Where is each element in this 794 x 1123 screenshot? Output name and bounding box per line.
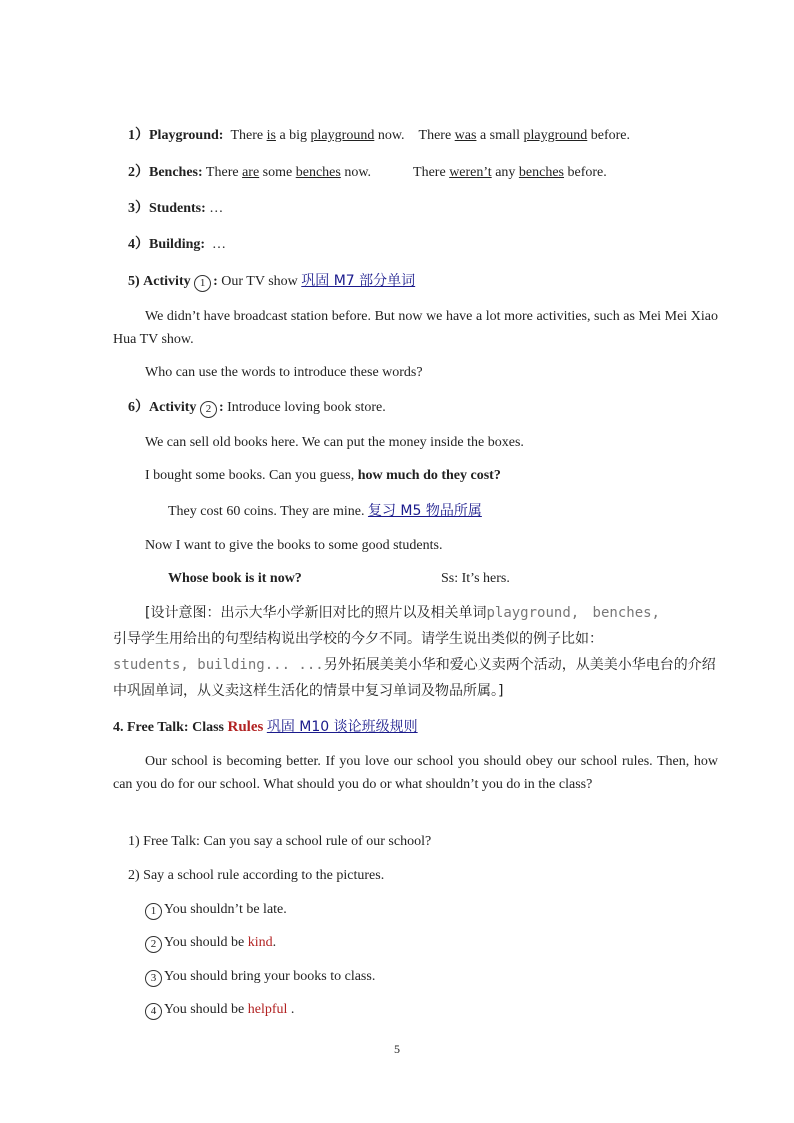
item-benches bbox=[128, 164, 607, 182]
item-activity-2 bbox=[128, 399, 386, 418]
highlight-word: helpful bbox=[247, 1002, 288, 1017]
underlined-word: was bbox=[454, 128, 477, 143]
underlined-word: benches bbox=[518, 165, 564, 180]
text: There bbox=[230, 128, 264, 143]
text: some bbox=[262, 165, 293, 180]
text: Our TV show bbox=[221, 274, 298, 289]
item-label: Benches: bbox=[149, 165, 203, 180]
item-label: Activity bbox=[149, 400, 197, 415]
text: [设计意图：出示大华小学新旧对比的照片以及相关单词 bbox=[145, 605, 487, 621]
text: You should be bbox=[164, 1002, 245, 1017]
item-label: Students: bbox=[149, 201, 206, 216]
underlined-word: weren’t bbox=[449, 165, 492, 180]
text: playground, bbox=[486, 605, 580, 621]
text: Introduce loving book store. bbox=[227, 400, 386, 415]
bold-question: Whose book is it now? bbox=[168, 571, 302, 586]
text: There bbox=[418, 128, 452, 143]
text: You should bring your books to class. bbox=[164, 969, 376, 984]
item-number: 2） bbox=[128, 165, 149, 180]
paragraph: Our school is becoming better. If you love our school you should obey our school rules. Then, how can you do for our school. What should you do or what shouldn’t you do in the class? bbox=[113, 754, 718, 792]
text: before. bbox=[567, 165, 607, 180]
underlined-word: are bbox=[242, 165, 260, 180]
text: before. bbox=[590, 128, 631, 143]
heading-text: 4. Free Talk: Class bbox=[113, 720, 224, 735]
paragraph: We didn’t have broadcast station before. But now we have a lot more activities, such as Mei Mei Xiao Hua TV show. bbox=[113, 309, 718, 347]
heading-highlight: Rules bbox=[227, 719, 264, 735]
paragraph: We can sell old books here. We can put the money inside the boxes. bbox=[145, 435, 524, 450]
text: any bbox=[495, 165, 516, 180]
text: now. bbox=[344, 165, 372, 180]
text: a big bbox=[279, 128, 308, 143]
text: 引导学生用给出的句型结构说出学校的今夕不同。请学生说出类似的例子比如： bbox=[113, 631, 603, 647]
text: You should be bbox=[164, 935, 245, 950]
item-number: 5) bbox=[128, 274, 140, 289]
text: They cost 60 coins. They are mine. bbox=[168, 504, 365, 519]
item-label: Activity bbox=[143, 274, 191, 289]
underlined-word: playground bbox=[310, 128, 375, 143]
rule-item bbox=[145, 901, 287, 920]
text: a small bbox=[479, 128, 520, 143]
circled-number: 2 bbox=[200, 401, 217, 418]
item-number: 1） bbox=[128, 128, 149, 143]
question: 1) Free Talk: Can you say a school rule of our school? bbox=[128, 834, 432, 849]
text: now. bbox=[377, 128, 405, 143]
text: 另外拓展美美小华和爱心义卖两个活动，从美美小华电台的介绍中巩固单词，从义卖这样生活化的情景中复习单词及物品所属。] bbox=[113, 657, 716, 699]
design-intent bbox=[113, 600, 720, 704]
text: … bbox=[212, 237, 227, 252]
rule-item bbox=[145, 1001, 294, 1020]
underlined-word: benches bbox=[295, 165, 341, 180]
paragraph bbox=[168, 502, 482, 521]
circled-number: 1 bbox=[194, 275, 211, 292]
underlined-word: is bbox=[266, 128, 276, 143]
circled-number: 2 bbox=[145, 936, 162, 953]
item-label: Playground: bbox=[149, 128, 224, 143]
text: . bbox=[272, 935, 277, 950]
rule-item bbox=[145, 968, 375, 987]
item-students bbox=[128, 200, 223, 218]
text: . bbox=[290, 1002, 295, 1017]
circled-number: 1 bbox=[145, 903, 162, 920]
item-number: 6） bbox=[128, 400, 149, 415]
text: You shouldn’t be late. bbox=[164, 902, 287, 917]
paragraph: Now I want to give the books to some good students. bbox=[145, 538, 443, 553]
text: There bbox=[413, 165, 446, 180]
question: 2) Say a school rule according to the pictures. bbox=[128, 868, 385, 883]
review-link[interactable]: 巩固 M7 部分单词 bbox=[301, 273, 416, 289]
item-activity-1 bbox=[128, 272, 415, 292]
text: I bought some books. Can you guess, bbox=[145, 468, 355, 483]
page-number: 5 bbox=[394, 1042, 400, 1056]
circled-number: 3 bbox=[145, 970, 162, 987]
dialogue-answer: Ss: It’s hers. bbox=[441, 571, 510, 586]
review-link[interactable]: 巩固 M10 谈论班级规则 bbox=[266, 719, 418, 735]
text: There bbox=[205, 165, 239, 180]
highlight-word: kind bbox=[247, 935, 273, 950]
section-heading bbox=[113, 718, 418, 737]
text: students, building... ... bbox=[113, 657, 324, 673]
item-label: Building: bbox=[149, 237, 206, 252]
item-playground bbox=[128, 127, 630, 145]
paragraph: Who can use the words to introduce these words? bbox=[145, 365, 423, 380]
text: benches, bbox=[592, 605, 660, 621]
paragraph bbox=[145, 467, 501, 485]
item-number: 4） bbox=[128, 237, 149, 252]
bold-question: how much do they cost? bbox=[357, 468, 501, 483]
text: … bbox=[209, 201, 224, 216]
colon: : bbox=[213, 274, 218, 289]
underlined-word: playground bbox=[523, 128, 588, 143]
rule-item bbox=[145, 934, 276, 953]
circled-number: 4 bbox=[145, 1003, 162, 1020]
dialogue-line bbox=[168, 570, 302, 588]
colon: : bbox=[218, 400, 224, 415]
review-link[interactable]: 复习 M5 物品所属 bbox=[367, 503, 482, 519]
item-building bbox=[128, 236, 226, 254]
item-number: 3） bbox=[128, 201, 149, 216]
